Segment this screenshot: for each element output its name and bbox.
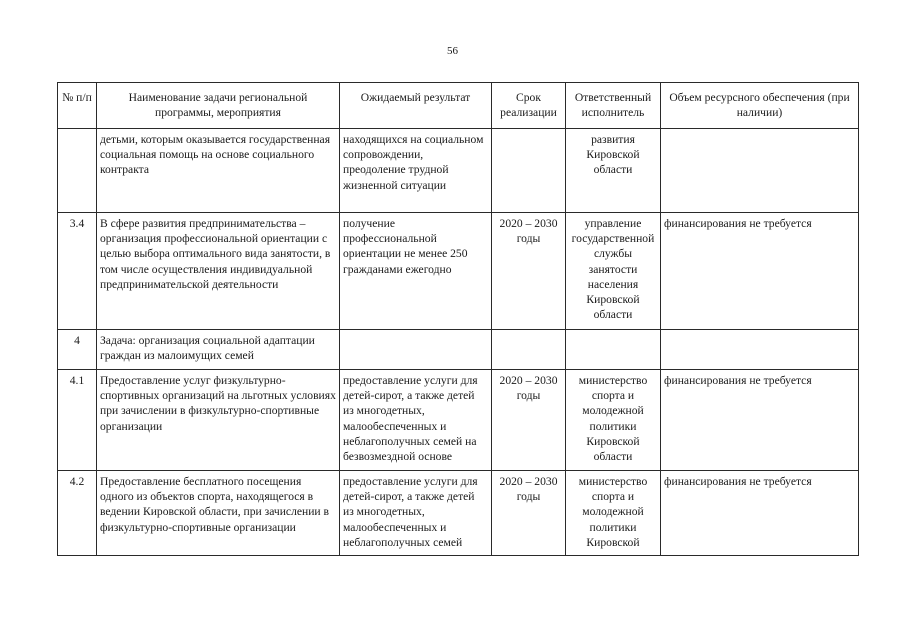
row-term [492,129,566,213]
header-term: Срок реализации [492,83,566,129]
row-funding: финансирования не требуется [661,213,859,330]
header-responsible: Ответственный исполнитель [566,83,661,129]
row-task: Предоставление услуг физкультурно-спортивных организаций на льготных условиях при зачислении в физкультурно-спортивные организации [97,370,340,471]
row-responsible: министерство спорта и молодежной политики Кировской области [566,370,661,471]
row-responsible: развития Кировской области [566,129,661,213]
table-row [58,370,859,471]
header-funding: Объем ресурсного обеспечения (при наличии) [661,83,859,129]
row-task: Задача: организация социальной адаптации граждан из малоимущих семей [97,330,340,370]
page-number: 56 [447,45,458,57]
row-funding: финансирования не требуется [661,471,859,556]
row-responsible [566,330,661,370]
row-funding [661,330,859,370]
row-funding: финансирования не требуется [661,370,859,471]
row-result: предоставление услуги для детей-сирот, а также детей из многодетных, малообеспеченных и неблагополучных семей [340,471,492,556]
row-term: 2020 – 2030 годы [492,370,566,471]
row-number: 4.2 [58,471,97,556]
row-responsible: министерство спорта и молодежной политики Кировской [566,471,661,556]
row-result: получение профессиональной ориентации не менее 250 гражданами ежегодно [340,213,492,330]
header-task: Наименование задачи региональной программы, мероприятия [97,83,340,129]
row-responsible: управление государственной службы занятости населения Кировской области [566,213,661,330]
table-row [58,213,859,330]
row-number: 3.4 [58,213,97,330]
row-number: 4.1 [58,370,97,471]
row-result: предоставление услуги для детей-сирот, а также детей из многодетных, малообеспеченных и неблагополучных семей на безвозмездной основе [340,370,492,471]
table-row [58,330,859,370]
row-funding [661,129,859,213]
row-task: В сфере развития предпринимательства – организация профессиональной ориентации с целью выбора оптимального вида занятости, в том числе осуществления индивидуальной предпринимательской деятельности [97,213,340,330]
header-result: Ожидаемый результат [340,83,492,129]
row-term [492,330,566,370]
table-header-row [58,83,859,129]
row-task: Предоставление бесплатного посещения одного из объектов спорта, находящегося в ведении Кировской области, при зачислении в физкультурно-спортивные организации [97,471,340,556]
row-result [340,330,492,370]
program-table [57,82,859,556]
row-term: 2020 – 2030 годы [492,471,566,556]
row-number: 4 [58,330,97,370]
header-number: № п/п [58,83,97,129]
table-row [58,471,859,556]
row-task: детьми, которым оказывается государственная социальная помощь на основе социального контракта [97,129,340,213]
row-result: находящихся на социальном сопровождении, преодоление трудной жизненной ситуации [340,129,492,213]
table-row [58,129,859,213]
row-number [58,129,97,213]
row-term: 2020 – 2030 годы [492,213,566,330]
